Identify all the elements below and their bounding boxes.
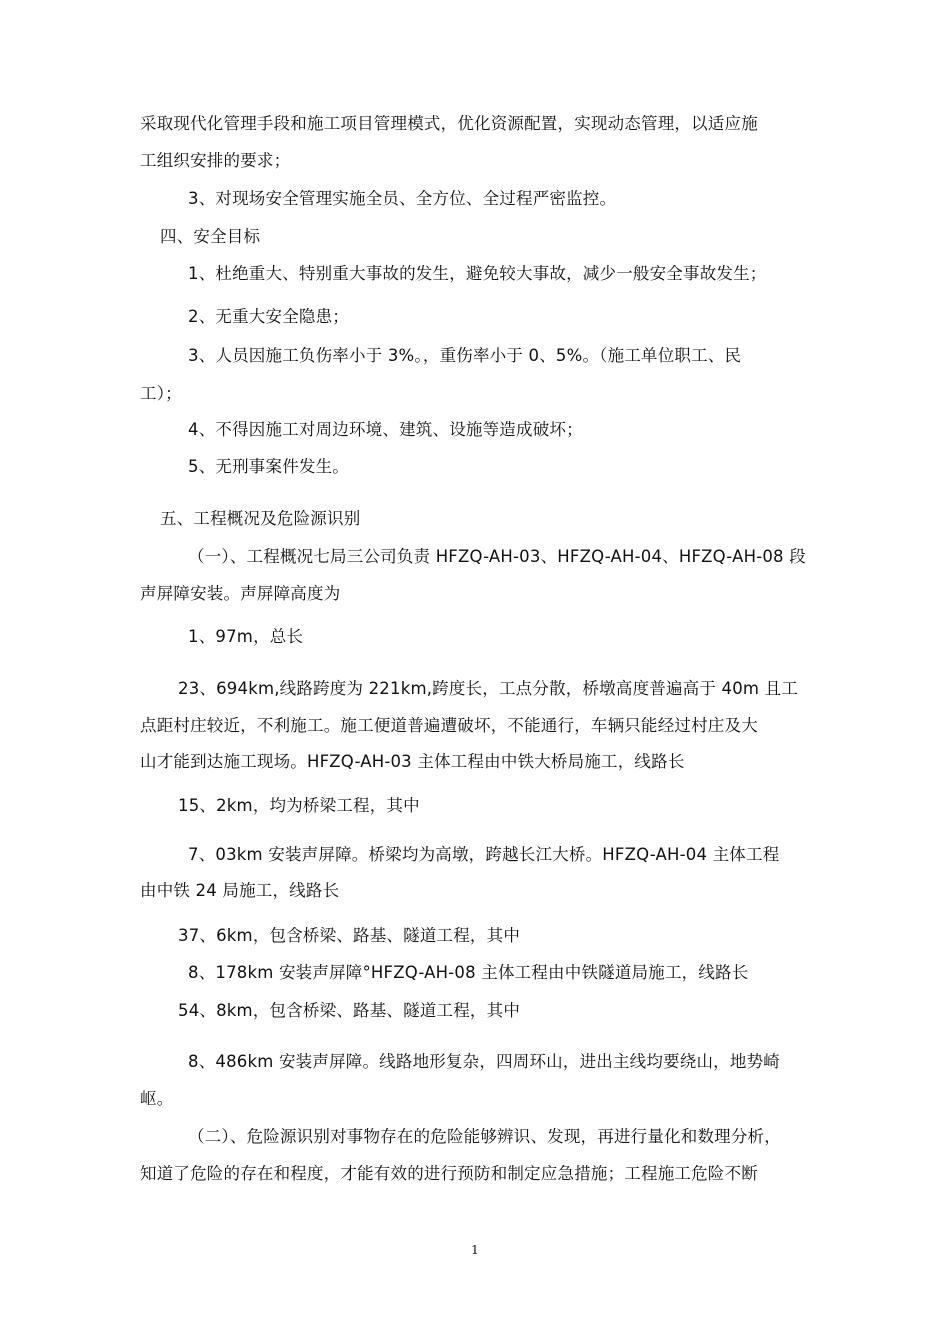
text-line: 知道了危险的存在和程度，才能有效的进行预防和制定应急措施；工程施工危险不断 (140, 1164, 758, 1183)
text-line: 2、无重大安全隐患； (188, 307, 349, 326)
text-line: 声屏障安装。声屏障高度为 (140, 584, 341, 603)
text-line: 7、03km 安装声屏障。桥梁均为高墩，跨越长江大桥。HFZQ-AH-04 主体工程 (188, 845, 780, 864)
text-line: 由中铁 24 局施工，线路长 (140, 881, 340, 900)
text-line: 5、无刑事案件发生。 (188, 457, 349, 476)
text-line: （一）、工程概况七局三公司负责 HFZQ-AH-03、HFZQ-AH-04、HFZQ-AH-08 段 (188, 547, 806, 566)
text-line: 37、6km，包含桥梁、路基、隧道工程，其中 (178, 926, 521, 945)
text-line: 54、8km，包含桥梁、路基、隧道工程，其中 (178, 1001, 521, 1020)
text-line: 1、杜绝重大、特别重大事故的发生，避免较大事故，减少一般安全事故发生； (188, 264, 767, 283)
text-line: 山才能到达施工现场。HFZQ-AH-03 主体工程由中铁大桥局施工，线路长 (140, 752, 685, 771)
text-line: 23、694km,线路跨度为 221km,跨度长，工点分散，桥墩高度普遍高于 40m 且工 (178, 679, 799, 698)
page-number: 1 (471, 1243, 479, 1257)
section-heading: 五、工程概况及危险源识别 (160, 509, 361, 528)
text-line: 4、不得因施工对周边环境、建筑、设施等造成破坏； (188, 420, 583, 439)
text-line: 3、对现场安全管理实施全员、全方位、全过程严密监控。 (188, 189, 617, 208)
text-line: 15、2km，均为桥梁工程，其中 (178, 796, 420, 815)
text-line: 8、178km 安装声屏障°HFZQ-AH-08 主体工程由中铁隧道局施工，线路长 (188, 963, 749, 982)
text-line: 岖。 (140, 1089, 174, 1108)
text-line: （二）、危险源识别对事物存在的危险能够辨识、发现，再进行量化和数理分析， (188, 1127, 781, 1146)
section-heading: 四、安全目标 (160, 227, 261, 246)
text-line: 点距村庄较近，不利施工。施工便道普遍遭破坏，不能通行，车辆只能经过村庄及大 (140, 716, 758, 735)
text-line: 8、486km 安装声屏障。线路地形复杂，四周环山，进出主线均要绕山，地势崎 (188, 1052, 780, 1071)
text-line: 采取现代化管理手段和施工项目管理模式，优化资源配置，实现动态管理，以适应施 (140, 114, 758, 133)
text-line: 3、人员因施工负伤率小于 3%。，重伤率小于 0、5%。（施工单位职工、民 (188, 346, 742, 365)
text-line: 工）； (140, 384, 182, 403)
text-line: 1、97m，总长 (188, 627, 304, 646)
text-line: 工组织安排的要求； (140, 151, 291, 170)
